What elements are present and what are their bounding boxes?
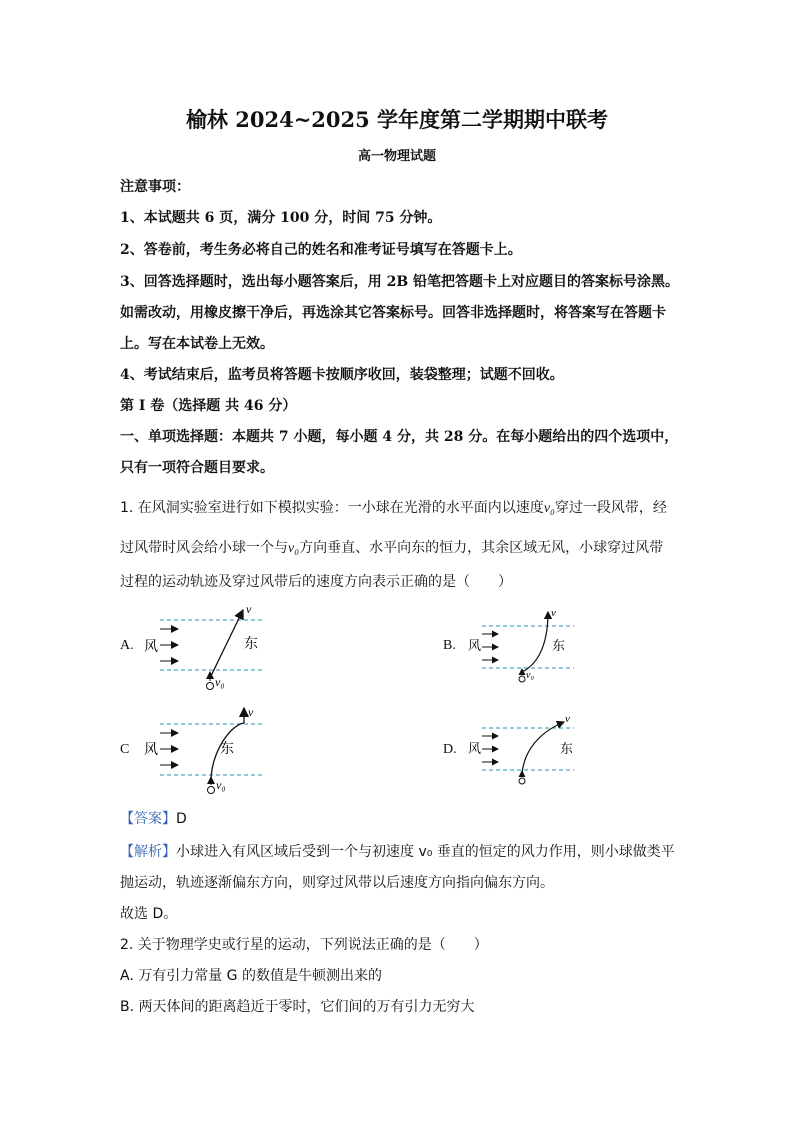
section-title: 第 I 卷（选择题 共 46 分） (120, 398, 297, 414)
notice-item-4: 4、考试结束后，监考员将答题卡按顺序收回，装袋整理；试题不回收。 (120, 367, 564, 383)
q1-var-v0: v₀ (543, 501, 555, 516)
q1-option-b-label: B. (443, 638, 456, 653)
v0-label: v₀ (215, 675, 225, 689)
q1-text: 方向垂直、水平向东的恒力，其余区域无风，小球穿过风带 (299, 540, 664, 556)
analysis-label: 【解析】 (120, 844, 176, 860)
q1-diagram-b (464, 606, 584, 686)
v0-label: v₀ (526, 670, 534, 681)
q1-var-v0: v₀ (288, 541, 300, 556)
trajectory-curve (522, 612, 548, 672)
exam-title: 榆林 2024~2025 学年度第二学期期中联考 (185, 107, 609, 132)
notice-item-1: 1、本试题共 6 页，满分 100 分，时间 75 分钟。 (120, 210, 442, 226)
q1-diagram-d (464, 710, 584, 790)
ball-icon (208, 787, 215, 794)
q1-stem-line-1 (120, 498, 667, 519)
notice-heading: 注意事项： (120, 179, 190, 195)
notice-item-2: 2、答卷前，考生务必将自己的姓名和准考证号填写在答题卡上。 (120, 242, 522, 258)
wind-label: 风 (144, 640, 158, 655)
q1-option-c-label: C (120, 742, 130, 757)
notice-item-3: 3、回答选择题时，选出每小题答案后，用 2B 铅笔把答题卡上对应题目的答案标号涂黑。 (120, 274, 680, 290)
velocity-label: v (248, 705, 254, 719)
q1-analysis-line-2: 抛运动，轨迹逐渐偏东方向，则穿过风带以后速度方向指向偏东方向。 (120, 875, 554, 891)
q1-conclusion: 故选 D。 (120, 906, 178, 922)
wind-label: 风 (144, 743, 158, 758)
notice-item-3-cont: 如需改动，用橡皮擦干净后，再选涂其它答案标号。回答非选择题时，将答案写在答题卡 (120, 305, 666, 321)
east-label: 东 (244, 637, 258, 652)
q1-option-d-label: D. (443, 742, 457, 757)
section-instruction-2: 只有一项符合题目要求。 (120, 460, 274, 476)
answer-value: D (176, 811, 187, 827)
velocity-label: v (551, 607, 556, 619)
q1-text: 穿过一段风带，经 (554, 500, 667, 516)
q1-text: 过风带时风会给小球一个与 (120, 540, 288, 556)
q1-answer (120, 809, 187, 829)
east-label: 东 (220, 742, 234, 757)
trajectory-curve (522, 722, 564, 774)
ball-icon (207, 683, 214, 690)
wind-label: 风 (468, 638, 482, 653)
east-label: 东 (560, 741, 574, 756)
v0-label: v₀ (216, 778, 226, 792)
q1-stem-line-2 (120, 538, 663, 559)
q1-diagram-c (140, 705, 280, 797)
q2-option-b: B. 两天体间的距离趋近于零时，它们间的万有引力无穷大 (120, 999, 475, 1015)
exam-subtitle: 高一物理试题 (357, 149, 436, 164)
q1-option-a-label: A. (120, 638, 134, 653)
q1-text: 1. 在风洞实验室进行如下模拟实验：一小球在光滑的水平面内以速度 (120, 500, 544, 516)
q1-diagram-a (140, 600, 280, 692)
ball-icon (519, 676, 525, 682)
velocity-label: v (565, 713, 570, 725)
velocity-label: v (246, 602, 252, 616)
east-label: 东 (552, 638, 566, 653)
q1-stem-line-3: 过程的运动轨迹及穿过风带后的速度方向表示正确的是（ ） (120, 574, 512, 590)
answer-label: 【答案】 (120, 811, 176, 827)
q2-stem: 2. 关于物理学史或行星的运动，下列说法正确的是（ ） (120, 937, 488, 953)
notice-item-3-end: 上。写在本试卷上无效。 (120, 336, 274, 352)
q2-option-a: A. 万有引力常量 G 的数值是牛顿测出来的 (120, 968, 382, 984)
wind-label: 风 (468, 741, 482, 756)
q1-analysis-line-1 (120, 842, 675, 862)
analysis-text: 小球进入有风区域后受到一个与初速度 v₀ 垂直的恒定的风力作用，则小球做类平 (176, 844, 675, 860)
ball-icon (519, 778, 525, 784)
section-instruction-1: 一、单项选择题：本题共 7 小题，每小题 4 分，共 28 分。在每小题给出的四个选项中， (120, 429, 679, 445)
